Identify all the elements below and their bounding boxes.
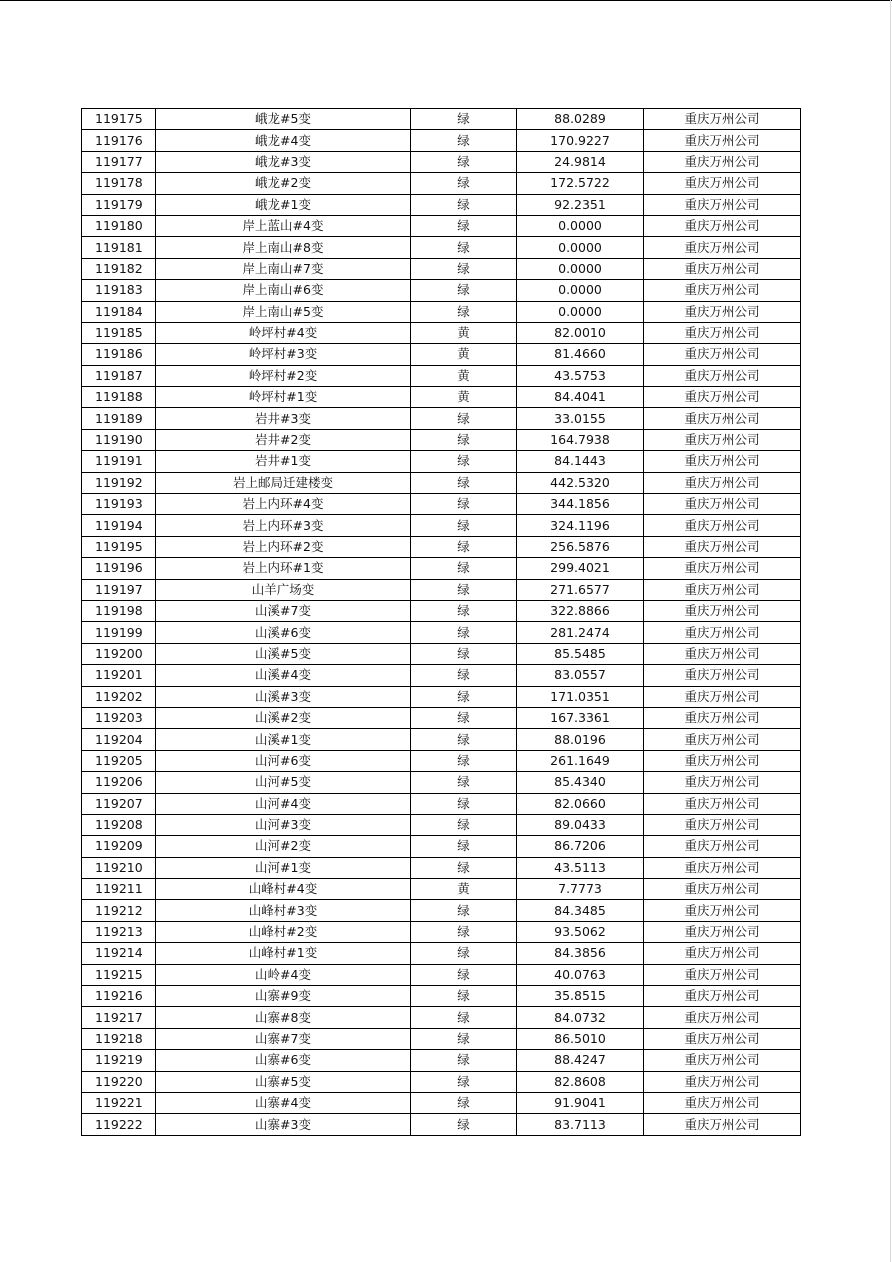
cell-id: 119192 (82, 472, 156, 493)
cell-company: 重庆万州公司 (644, 964, 801, 985)
cell-company: 重庆万州公司 (644, 194, 801, 215)
cell-status: 绿 (411, 643, 517, 664)
cell-company: 重庆万州公司 (644, 879, 801, 900)
cell-status: 绿 (411, 408, 517, 429)
cell-transformer-name: 山溪#5变 (156, 643, 411, 664)
cell-id: 119210 (82, 857, 156, 878)
table-row (82, 729, 801, 750)
cell-transformer-name: 岩上内环#3变 (156, 515, 411, 536)
cell-value: 0.0000 (517, 215, 644, 236)
cell-transformer-name: 峨龙#4变 (156, 130, 411, 151)
table-row (82, 857, 801, 878)
cell-status: 绿 (411, 921, 517, 942)
cell-company: 重庆万州公司 (644, 900, 801, 921)
table-row (82, 772, 801, 793)
cell-id: 119182 (82, 258, 156, 279)
table-row (82, 408, 801, 429)
cell-id: 119221 (82, 1092, 156, 1113)
cell-status: 黄 (411, 322, 517, 343)
table-row (82, 472, 801, 493)
table-row (82, 344, 801, 365)
cell-id: 119200 (82, 643, 156, 664)
cell-id: 119203 (82, 707, 156, 728)
cell-status: 绿 (411, 151, 517, 172)
table-row (82, 686, 801, 707)
table-row (82, 322, 801, 343)
page-right-border (890, 0, 891, 1262)
cell-company: 重庆万州公司 (644, 151, 801, 172)
cell-value: 84.3485 (517, 900, 644, 921)
cell-company: 重庆万州公司 (644, 344, 801, 365)
table-row (82, 879, 801, 900)
table-row (82, 151, 801, 172)
cell-company: 重庆万州公司 (644, 943, 801, 964)
cell-transformer-name: 山岭#4变 (156, 964, 411, 985)
cell-id: 119209 (82, 836, 156, 857)
cell-id: 119177 (82, 151, 156, 172)
cell-transformer-name: 山河#1变 (156, 857, 411, 878)
cell-id: 119215 (82, 964, 156, 985)
cell-value: 88.4247 (517, 1050, 644, 1071)
cell-status: 绿 (411, 793, 517, 814)
cell-value: 82.0010 (517, 322, 644, 343)
cell-id: 119208 (82, 814, 156, 835)
table-row (82, 900, 801, 921)
cell-id: 119190 (82, 429, 156, 450)
cell-status: 绿 (411, 109, 517, 130)
cell-transformer-name: 岩上内环#2变 (156, 536, 411, 557)
cell-value: 324.1196 (517, 515, 644, 536)
cell-status: 绿 (411, 429, 517, 450)
cell-transformer-name: 山溪#2变 (156, 707, 411, 728)
cell-id: 119188 (82, 387, 156, 408)
cell-transformer-name: 岸上蓝山#4变 (156, 215, 411, 236)
table-row (82, 387, 801, 408)
cell-id: 119217 (82, 1007, 156, 1028)
table-row (82, 1092, 801, 1113)
cell-transformer-name: 岩井#1变 (156, 451, 411, 472)
cell-value: 93.5062 (517, 921, 644, 942)
cell-transformer-name: 山峰村#2变 (156, 921, 411, 942)
cell-id: 119194 (82, 515, 156, 536)
cell-company: 重庆万州公司 (644, 986, 801, 1007)
cell-company: 重庆万州公司 (644, 408, 801, 429)
cell-company: 重庆万州公司 (644, 814, 801, 835)
table-row (82, 365, 801, 386)
cell-status: 绿 (411, 536, 517, 557)
cell-company: 重庆万州公司 (644, 1114, 801, 1135)
cell-transformer-name: 山河#4变 (156, 793, 411, 814)
cell-value: 24.9814 (517, 151, 644, 172)
cell-value: 86.7206 (517, 836, 644, 857)
cell-value: 43.5753 (517, 365, 644, 386)
cell-value: 82.0660 (517, 793, 644, 814)
cell-status: 绿 (411, 558, 517, 579)
cell-id: 119222 (82, 1114, 156, 1135)
cell-company: 重庆万州公司 (644, 215, 801, 236)
cell-company: 重庆万州公司 (644, 173, 801, 194)
cell-value: 171.0351 (517, 686, 644, 707)
cell-status: 绿 (411, 280, 517, 301)
cell-status: 绿 (411, 258, 517, 279)
cell-status: 绿 (411, 1114, 517, 1135)
cell-company: 重庆万州公司 (644, 365, 801, 386)
table-row (82, 1071, 801, 1092)
cell-value: 81.4660 (517, 344, 644, 365)
cell-status: 黄 (411, 365, 517, 386)
cell-transformer-name: 岭坪村#2变 (156, 365, 411, 386)
cell-id: 119206 (82, 772, 156, 793)
cell-status: 绿 (411, 750, 517, 771)
cell-company: 重庆万州公司 (644, 494, 801, 515)
table-row (82, 494, 801, 515)
cell-transformer-name: 山寨#9变 (156, 986, 411, 1007)
cell-transformer-name: 岸上南山#5变 (156, 301, 411, 322)
table-row (82, 986, 801, 1007)
cell-value: 170.9227 (517, 130, 644, 151)
cell-status: 绿 (411, 1028, 517, 1049)
cell-status: 绿 (411, 1092, 517, 1113)
cell-value: 88.0289 (517, 109, 644, 130)
cell-company: 重庆万州公司 (644, 836, 801, 857)
cell-status: 绿 (411, 1007, 517, 1028)
cell-status: 绿 (411, 622, 517, 643)
cell-transformer-name: 山寨#4变 (156, 1092, 411, 1113)
cell-status: 绿 (411, 494, 517, 515)
cell-value: 84.3856 (517, 943, 644, 964)
cell-status: 绿 (411, 964, 517, 985)
cell-company: 重庆万州公司 (644, 301, 801, 322)
cell-company: 重庆万州公司 (644, 1050, 801, 1071)
cell-company: 重庆万州公司 (644, 237, 801, 258)
cell-value: 86.5010 (517, 1028, 644, 1049)
cell-id: 119179 (82, 194, 156, 215)
cell-id: 119175 (82, 109, 156, 130)
cell-transformer-name: 峨龙#2变 (156, 173, 411, 194)
cell-id: 119213 (82, 921, 156, 942)
table-row (82, 921, 801, 942)
cell-transformer-name: 峨龙#5变 (156, 109, 411, 130)
cell-transformer-name: 峨龙#3变 (156, 151, 411, 172)
cell-transformer-name: 山溪#6变 (156, 622, 411, 643)
cell-company: 重庆万州公司 (644, 857, 801, 878)
cell-company: 重庆万州公司 (644, 793, 801, 814)
cell-status: 绿 (411, 472, 517, 493)
cell-transformer-name: 山溪#1变 (156, 729, 411, 750)
cell-transformer-name: 山河#3变 (156, 814, 411, 835)
cell-company: 重庆万州公司 (644, 258, 801, 279)
cell-value: 43.5113 (517, 857, 644, 878)
cell-transformer-name: 山寨#7变 (156, 1028, 411, 1049)
cell-transformer-name: 山河#2变 (156, 836, 411, 857)
cell-status: 绿 (411, 665, 517, 686)
cell-transformer-name: 山溪#4变 (156, 665, 411, 686)
cell-value: 84.1443 (517, 451, 644, 472)
cell-status: 绿 (411, 173, 517, 194)
cell-id: 119198 (82, 600, 156, 621)
table-row (82, 750, 801, 771)
cell-id: 119180 (82, 215, 156, 236)
cell-company: 重庆万州公司 (644, 387, 801, 408)
table-row (82, 558, 801, 579)
cell-id: 119197 (82, 579, 156, 600)
cell-id: 119186 (82, 344, 156, 365)
cell-transformer-name: 岸上南山#8变 (156, 237, 411, 258)
cell-status: 绿 (411, 130, 517, 151)
cell-id: 119184 (82, 301, 156, 322)
table-row (82, 215, 801, 236)
cell-status: 绿 (411, 707, 517, 728)
cell-company: 重庆万州公司 (644, 536, 801, 557)
cell-value: 88.0196 (517, 729, 644, 750)
cell-value: 271.6577 (517, 579, 644, 600)
cell-status: 绿 (411, 451, 517, 472)
cell-company: 重庆万州公司 (644, 1092, 801, 1113)
cell-id: 119185 (82, 322, 156, 343)
cell-status: 黄 (411, 879, 517, 900)
table-row (82, 1050, 801, 1071)
cell-company: 重庆万州公司 (644, 130, 801, 151)
table-row (82, 579, 801, 600)
cell-value: 164.7938 (517, 429, 644, 450)
cell-id: 119211 (82, 879, 156, 900)
cell-company: 重庆万州公司 (644, 472, 801, 493)
cell-id: 119204 (82, 729, 156, 750)
cell-id: 119202 (82, 686, 156, 707)
table-row (82, 622, 801, 643)
table-row (82, 451, 801, 472)
cell-value: 35.8515 (517, 986, 644, 1007)
cell-id: 119212 (82, 900, 156, 921)
cell-company: 重庆万州公司 (644, 515, 801, 536)
table-row (82, 1028, 801, 1049)
cell-transformer-name: 山羊广场变 (156, 579, 411, 600)
table-row (82, 173, 801, 194)
cell-status: 绿 (411, 301, 517, 322)
cell-company: 重庆万州公司 (644, 921, 801, 942)
cell-status: 绿 (411, 729, 517, 750)
cell-transformer-name: 岩上内环#4变 (156, 494, 411, 515)
cell-status: 绿 (411, 943, 517, 964)
cell-transformer-name: 岭坪村#1变 (156, 387, 411, 408)
cell-company: 重庆万州公司 (644, 579, 801, 600)
cell-transformer-name: 岩上邮局迁建楼变 (156, 472, 411, 493)
table-row (82, 600, 801, 621)
cell-id: 119181 (82, 237, 156, 258)
cell-id: 119218 (82, 1028, 156, 1049)
cell-company: 重庆万州公司 (644, 1007, 801, 1028)
cell-company: 重庆万州公司 (644, 772, 801, 793)
cell-transformer-name: 山寨#6变 (156, 1050, 411, 1071)
cell-value: 0.0000 (517, 258, 644, 279)
cell-transformer-name: 山河#5变 (156, 772, 411, 793)
cell-company: 重庆万州公司 (644, 280, 801, 301)
cell-value: 172.5722 (517, 173, 644, 194)
cell-status: 绿 (411, 986, 517, 1007)
cell-status: 绿 (411, 194, 517, 215)
cell-company: 重庆万州公司 (644, 451, 801, 472)
table-row (82, 814, 801, 835)
cell-value: 0.0000 (517, 280, 644, 301)
cell-company: 重庆万州公司 (644, 729, 801, 750)
cell-value: 256.5876 (517, 536, 644, 557)
table-row (82, 258, 801, 279)
cell-id: 119216 (82, 986, 156, 1007)
table-row (82, 109, 801, 130)
cell-company: 重庆万州公司 (644, 429, 801, 450)
table-row (82, 793, 801, 814)
cell-value: 40.0763 (517, 964, 644, 985)
cell-value: 83.7113 (517, 1114, 644, 1135)
table-row (82, 194, 801, 215)
cell-id: 119201 (82, 665, 156, 686)
cell-id: 119199 (82, 622, 156, 643)
table-row (82, 301, 801, 322)
table-row (82, 964, 801, 985)
cell-company: 重庆万州公司 (644, 686, 801, 707)
cell-company: 重庆万州公司 (644, 109, 801, 130)
cell-id: 119207 (82, 793, 156, 814)
cell-status: 绿 (411, 237, 517, 258)
transformer-table (81, 108, 801, 1136)
table-row (82, 943, 801, 964)
cell-value: 92.2351 (517, 194, 644, 215)
cell-transformer-name: 岩井#3变 (156, 408, 411, 429)
cell-value: 84.4041 (517, 387, 644, 408)
cell-value: 167.3361 (517, 707, 644, 728)
cell-status: 绿 (411, 515, 517, 536)
cell-value: 89.0433 (517, 814, 644, 835)
cell-status: 绿 (411, 1050, 517, 1071)
cell-transformer-name: 山溪#7变 (156, 600, 411, 621)
table-row (82, 237, 801, 258)
cell-company: 重庆万州公司 (644, 622, 801, 643)
cell-transformer-name: 山峰村#4变 (156, 879, 411, 900)
cell-value: 344.1856 (517, 494, 644, 515)
cell-status: 绿 (411, 686, 517, 707)
cell-company: 重庆万州公司 (644, 643, 801, 664)
cell-transformer-name: 山寨#3变 (156, 1114, 411, 1135)
cell-status: 黄 (411, 344, 517, 365)
table-row (82, 1114, 801, 1135)
table-row (82, 130, 801, 151)
cell-company: 重庆万州公司 (644, 750, 801, 771)
cell-value: 84.0732 (517, 1007, 644, 1028)
table-row (82, 515, 801, 536)
cell-id: 119191 (82, 451, 156, 472)
table-body (82, 109, 801, 1136)
cell-value: 261.1649 (517, 750, 644, 771)
table-row (82, 836, 801, 857)
cell-value: 33.0155 (517, 408, 644, 429)
cell-value: 7.7773 (517, 879, 644, 900)
cell-company: 重庆万州公司 (644, 322, 801, 343)
cell-status: 绿 (411, 836, 517, 857)
table-row (82, 643, 801, 664)
cell-value: 442.5320 (517, 472, 644, 493)
cell-status: 绿 (411, 600, 517, 621)
cell-transformer-name: 岭坪村#3变 (156, 344, 411, 365)
table-row (82, 536, 801, 557)
cell-value: 0.0000 (517, 301, 644, 322)
table-row (82, 280, 801, 301)
cell-id: 119196 (82, 558, 156, 579)
cell-status: 绿 (411, 857, 517, 878)
cell-company: 重庆万州公司 (644, 1028, 801, 1049)
cell-id: 119195 (82, 536, 156, 557)
cell-transformer-name: 山峰村#3变 (156, 900, 411, 921)
cell-transformer-name: 山河#6变 (156, 750, 411, 771)
cell-company: 重庆万州公司 (644, 707, 801, 728)
cell-id: 119214 (82, 943, 156, 964)
cell-value: 0.0000 (517, 237, 644, 258)
cell-transformer-name: 山峰村#1变 (156, 943, 411, 964)
table-row (82, 665, 801, 686)
table-row (82, 1007, 801, 1028)
cell-status: 绿 (411, 579, 517, 600)
cell-id: 119187 (82, 365, 156, 386)
cell-id: 119189 (82, 408, 156, 429)
cell-transformer-name: 岸上南山#6变 (156, 280, 411, 301)
cell-transformer-name: 山寨#8变 (156, 1007, 411, 1028)
cell-id: 119178 (82, 173, 156, 194)
cell-company: 重庆万州公司 (644, 600, 801, 621)
cell-company: 重庆万州公司 (644, 558, 801, 579)
cell-id: 119205 (82, 750, 156, 771)
cell-value: 322.8866 (517, 600, 644, 621)
cell-id: 119176 (82, 130, 156, 151)
cell-id: 119220 (82, 1071, 156, 1092)
page-top-border (0, 0, 892, 1)
cell-value: 83.0557 (517, 665, 644, 686)
cell-status: 绿 (411, 900, 517, 921)
cell-transformer-name: 岸上南山#7变 (156, 258, 411, 279)
cell-status: 绿 (411, 1071, 517, 1092)
cell-id: 119183 (82, 280, 156, 301)
cell-transformer-name: 岭坪村#4变 (156, 322, 411, 343)
cell-value: 85.4340 (517, 772, 644, 793)
cell-value: 91.9041 (517, 1092, 644, 1113)
cell-transformer-name: 峨龙#1变 (156, 194, 411, 215)
cell-transformer-name: 山溪#3变 (156, 686, 411, 707)
table-row (82, 707, 801, 728)
cell-value: 82.8608 (517, 1071, 644, 1092)
cell-status: 绿 (411, 215, 517, 236)
cell-transformer-name: 岩上内环#1变 (156, 558, 411, 579)
table-row (82, 429, 801, 450)
cell-transformer-name: 岩井#2变 (156, 429, 411, 450)
cell-value: 85.5485 (517, 643, 644, 664)
cell-id: 119219 (82, 1050, 156, 1071)
cell-value: 281.2474 (517, 622, 644, 643)
cell-id: 119193 (82, 494, 156, 515)
cell-transformer-name: 山寨#5变 (156, 1071, 411, 1092)
cell-status: 黄 (411, 387, 517, 408)
cell-status: 绿 (411, 772, 517, 793)
cell-company: 重庆万州公司 (644, 665, 801, 686)
cell-company: 重庆万州公司 (644, 1071, 801, 1092)
cell-status: 绿 (411, 814, 517, 835)
cell-value: 299.4021 (517, 558, 644, 579)
